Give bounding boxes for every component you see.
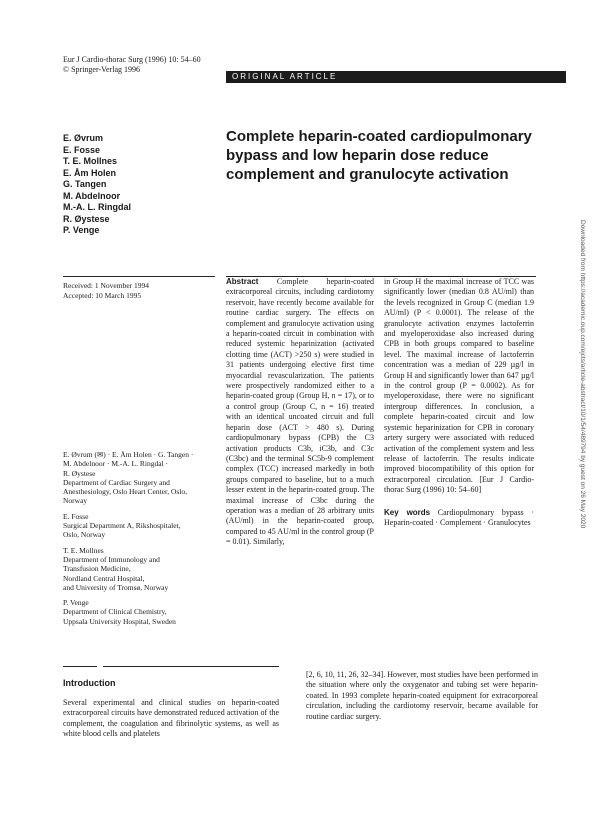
affiliation-line: Surgical Department A, Rikshospitalet, bbox=[63, 521, 181, 531]
copyright-line: © Springer-Verlag 1996 bbox=[63, 65, 141, 74]
abstract-text: Complete heparin-coated extracorporeal circuits, including cardiotomy reservoir, have recently become available for routine cardiac surgery. The effects on complement and granulocyte activation using a heparin-coated circuit in combination with reduced systemic heparinization (activated clotting time (ACT) >250 s) were studied in 31 patients undergoing elective first time myocardial revascularization. The patients were prospectively randomized either to a heparin-coated group (Group H, n = 17), or to a control group (Group C, n = 16) treated with an identical uncoated circuit and full heparin dose (ACT > 480 s). During cardiopulmonary bypass (CPB) the C3 activation products C3b, iC3b, and C3c (C3bc) and the terminal SC5b-9 complement complex (TCC) increased markedly in both groups compared to baseline, but to a much lesser extent in the heparin-coated group. The maximal increase of C3bc during the operation was a median of 28 arbitrary units (AU/ml) in the heparin-coated group, compared to 45 AU/ml in the control group (P = 0.01). Similarly, bbox=[226, 277, 374, 547]
divider bbox=[63, 666, 97, 667]
affiliation-line: Department of Clinical Chemistry, bbox=[63, 607, 167, 617]
article-title: Complete heparin-coated cardiopulmonary bypass and low heparin dose reduce complement and granulocyte activation bbox=[226, 128, 532, 183]
affiliation-line: Uppsala University Hospital, Sweden bbox=[63, 616, 176, 626]
section-heading: Introduction bbox=[63, 678, 116, 688]
author: E. Øvrum bbox=[63, 133, 104, 143]
affiliation-line: and University of Tromsø, Norway bbox=[63, 582, 169, 592]
divider bbox=[63, 276, 215, 277]
author: T. E. Mollnes bbox=[63, 156, 118, 166]
keywords-text: Cardiopulmonary bypass · Heparin-coated · Complement · Granulocytes bbox=[384, 507, 534, 527]
accepted-date: Accepted: 10 March 1995 bbox=[63, 290, 142, 300]
affiliation-line: E. Fosse bbox=[63, 511, 89, 521]
keywords-label: Key words bbox=[384, 507, 431, 517]
affiliations bbox=[63, 450, 218, 632]
author: P. Venge bbox=[63, 225, 100, 235]
received-dates bbox=[63, 281, 149, 300]
affiliation-line: M. Abdelnoor · M.-A. L. Ringdal · bbox=[63, 459, 168, 469]
author: G. Tangen bbox=[63, 179, 107, 189]
author: R. Øystese bbox=[63, 213, 110, 224]
received-date: Received: 1 November 1994 bbox=[63, 281, 150, 290]
affiliation-line: P. Venge bbox=[63, 598, 89, 608]
author: M.-A. L. Ringdal bbox=[63, 202, 131, 212]
affiliation-line: Norway bbox=[63, 496, 88, 506]
journal-line: Eur J Cardio-thorac Surg (1996) 10: 54–60 bbox=[63, 55, 201, 64]
abstract-column-2 bbox=[384, 277, 534, 528]
download-watermark: Downloaded from https://academic.oup.com/ejcts/article-abstract/10/1/54/489794 by guest on 26 May 2020 bbox=[579, 220, 586, 529]
abstract-text: in Group H the maximal increase of TCC was significantly lower (median 0.8 AU/ml) than the levels recognized in Group C (median 1.9 AU/ml) (P < 0.0001). The release of the granulocyte activation enzymes lactoferrin and myeloperoxidase also increased during CPB in both groups compared to baseline level. The maximal increase of lactoferrin concentration was a median of 229 µg/l in Group H and significantly lower than 647 µg/l in the control group (P = 0.0002). As for myeloperoxidase, there were no significant intergroup differences. In conclusion, a complete heparin-coated circuit and low systemic heparinization for CPB in coronary artery surgery were associated with reduced activation of the complement system and less release of lactoferrin. The results indicate improved biocompatibility of this option for extracorporeal circulation. [Eur J Cardio-thorac Surg (1996) 10: 54–60] bbox=[384, 277, 534, 495]
affiliation-line: Oslo, Norway bbox=[63, 530, 106, 540]
affiliation-line: Department of Cardiac Surgery and bbox=[63, 477, 170, 487]
affiliation-line: Transfusion Medicine, bbox=[63, 564, 131, 574]
author: E. Fosse bbox=[63, 144, 101, 155]
affiliation-line: R. Øystese bbox=[63, 468, 96, 478]
keywords bbox=[384, 508, 534, 529]
affiliation-line: E. Øvrum (✉) · E. Åm Holen · G. Tangen · bbox=[63, 450, 194, 459]
affiliation-line: Anesthesiology, Oslo Heart Center, Oslo, bbox=[63, 487, 187, 497]
divider bbox=[103, 666, 279, 667]
author: M. Abdelnoor bbox=[63, 190, 121, 201]
intro-text: [2, 6, 10, 11, 26, 32–34]. However, most studies have been performed in the situation where only the oxygenator and tubing set were heparin-coated. In 1993 complete heparin-coated equipment for extracorporeal circulation, including the cardiotomy reservoir, became available for routine cardiac surgery. bbox=[306, 670, 538, 721]
affiliation-line: Nordland Central Hospital, bbox=[63, 573, 145, 583]
affiliation bbox=[63, 546, 218, 592]
affiliation-line: Department of Immunology and bbox=[63, 554, 160, 564]
abstract-label: Abstract bbox=[226, 277, 259, 286]
affiliation bbox=[63, 450, 218, 506]
affiliation-line: T. E. Mollnes bbox=[63, 545, 104, 555]
abstract-column-1 bbox=[226, 277, 374, 548]
affiliation bbox=[63, 598, 218, 626]
intro-text: Several experimental and clinical studies on heparin-coated extracorporeal circuits have demonstrated reduced activation of the complement, the coagulation and fibrinolytic systems, as well as white blood cells and platelets bbox=[63, 698, 279, 739]
affiliation bbox=[63, 512, 218, 540]
author: E. Åm Holen bbox=[63, 167, 117, 178]
journal-citation bbox=[63, 55, 201, 75]
author-list bbox=[63, 133, 131, 237]
article-type-banner: ORIGINAL ARTICLE bbox=[226, 71, 566, 83]
